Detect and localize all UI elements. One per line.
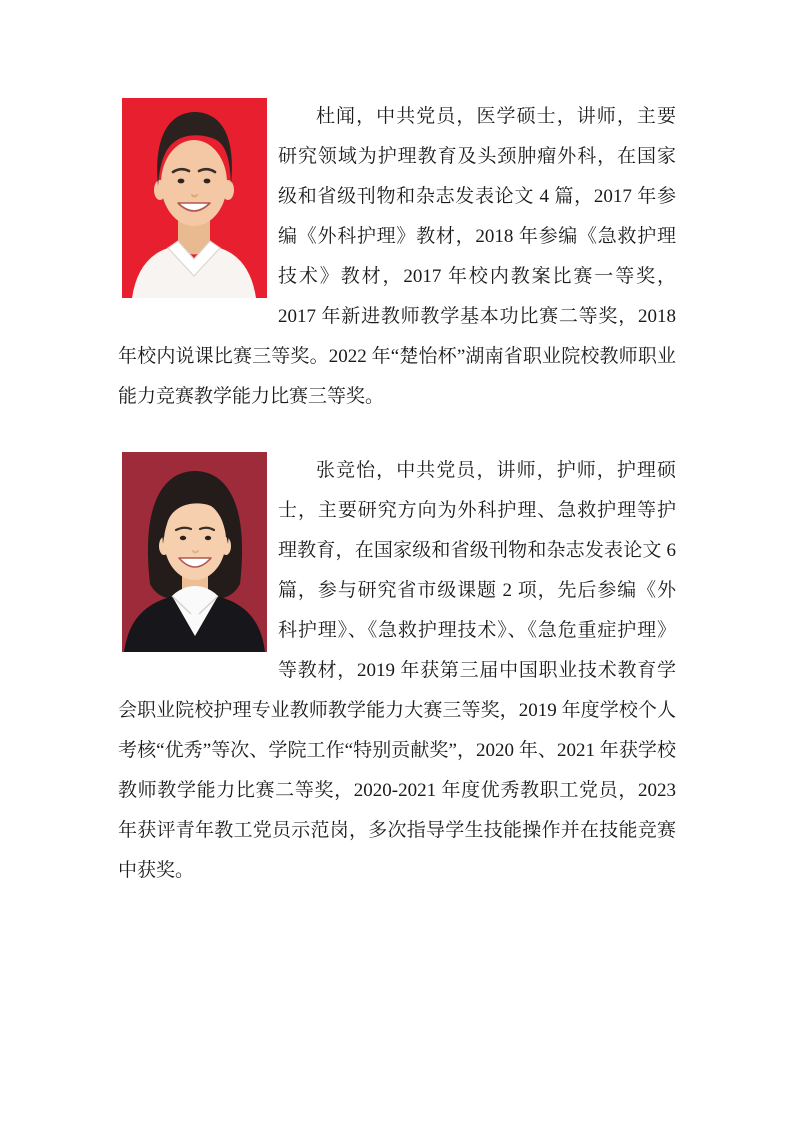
left-eye <box>178 179 185 184</box>
right-eye <box>205 536 211 540</box>
id-photo-male-illustration <box>122 98 267 298</box>
right-ear <box>222 180 234 200</box>
left-ear <box>159 537 169 555</box>
right-ear <box>221 537 231 555</box>
profile-photo-zhang-jingyi <box>122 452 267 652</box>
profile-photo-du-wen <box>122 98 267 298</box>
profile-bio-zhang-jingyi: 张竞怡，中共党员，讲师，护师，护理硕士，主要研究方向为外科护理、急救护理等护理教育，在国家级和省级刊物和杂志发表论文 6 篇，参与研究省市级课题 2 项，先后参编《外科护理》、《急救护理技术》、《急危重症护理》等教材，2019 年获第三届中国职业技术教育学会职业院校护理专业教师教学能力大赛三等奖，2019 年度学校个人考核“优秀”等次、学院工作“特别贡献奖”，2020 年、2021 年获学校教师教学能力比赛二等奖，2020-2021 年度优秀教职工党员，2023 年获评青年教工党员示范岗，多次指导学生技能操作并在技能竞赛中获奖。 <box>118 460 676 881</box>
left-eye <box>180 536 186 540</box>
face <box>161 140 227 226</box>
id-photo-female-illustration <box>122 452 267 652</box>
left-ear <box>154 180 166 200</box>
profile-section-zhang-jingyi <box>118 451 676 891</box>
profile-bio-du-wen: 杜闻，中共党员，医学硕士，讲师，主要研究领域为护理教育及头颈肿瘤外科，在国家级和省级刊物和杂志发表论文 4 篇，2017 年参编《外科护理》教材，2018 年参编《急救护理技术》教材，2017 年校内教案比赛一等奖，2017 年新进教师教学基本功比赛二等奖，2018 年校内说课比赛三等奖。2022 年“楚怡杯”湖南省职业院校教师职业能力竞赛教学能力比赛三等奖。 <box>118 106 676 407</box>
profile-section-du-wen <box>118 97 676 417</box>
right-eye <box>204 179 211 184</box>
